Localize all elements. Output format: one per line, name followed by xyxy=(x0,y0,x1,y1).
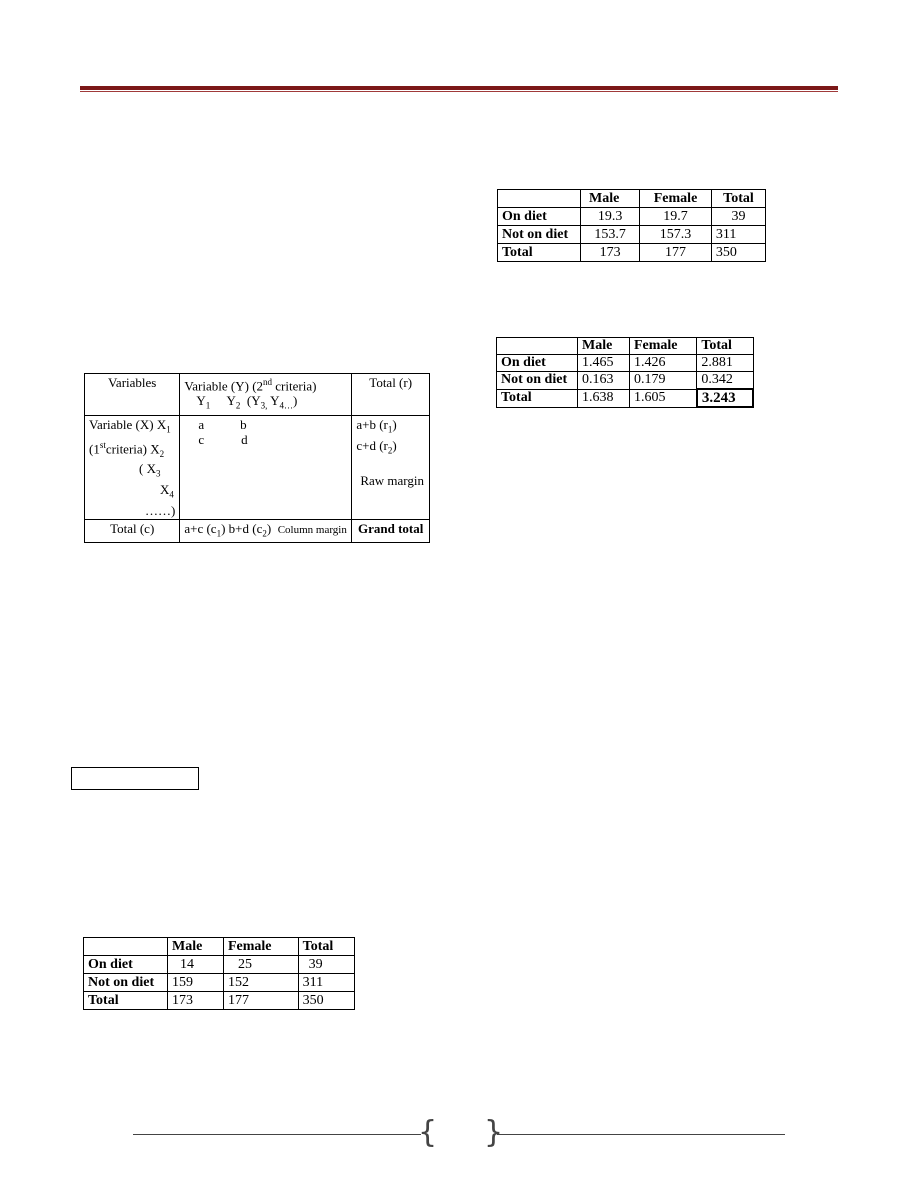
row2-total: c+d (r xyxy=(356,437,388,453)
header-cell xyxy=(352,374,430,416)
chi-square-grand-total: 3.243 xyxy=(697,389,753,407)
subscript: 2 xyxy=(235,400,241,411)
cell-d: d xyxy=(241,431,248,447)
table-header-row xyxy=(498,190,766,208)
header-cell: Male xyxy=(578,338,630,355)
table-cell: 19.3 xyxy=(581,208,640,226)
table-cell: 350 xyxy=(298,992,354,1010)
header-cell: Female xyxy=(640,190,712,208)
table-cell: 311 xyxy=(298,974,354,992)
table-row xyxy=(84,956,355,974)
table-cell: 1.605 xyxy=(629,389,696,407)
subscript: 4 xyxy=(169,489,174,500)
table-header-row xyxy=(84,938,355,956)
table-row xyxy=(85,415,430,519)
criteria-open: (1 xyxy=(89,440,100,456)
y3-label: (Y xyxy=(246,393,261,409)
cell-b: b xyxy=(240,416,247,432)
table-cell: 39 xyxy=(298,956,354,974)
footer-rule-left xyxy=(133,1134,421,1135)
header-cell xyxy=(498,190,581,208)
row1-total: a+b (r xyxy=(356,416,388,432)
observed-values-table xyxy=(83,937,355,1010)
col2-total: ) b+d (c xyxy=(221,520,263,536)
table-row xyxy=(497,389,754,407)
table-cell: 14 xyxy=(168,956,224,974)
column-totals-cell xyxy=(180,519,352,543)
table-cell: 1.638 xyxy=(578,389,630,407)
grand-total-label: Grand total xyxy=(352,519,430,543)
table-row xyxy=(84,992,355,1010)
right-brace-icon: } xyxy=(484,1115,504,1150)
subscript: 3, xyxy=(260,400,268,411)
table-cell: 311 xyxy=(711,226,765,244)
table-cell: 1.465 xyxy=(578,355,630,372)
empty-heading-box xyxy=(71,767,199,790)
column-margin-label: Column margin xyxy=(277,523,347,536)
table-cell: 19.7 xyxy=(640,208,712,226)
subscript: 1 xyxy=(166,424,171,435)
cell-a: a xyxy=(198,416,205,432)
table-row xyxy=(85,519,430,543)
superscript: st xyxy=(99,439,106,450)
expected-values-table xyxy=(497,189,766,262)
superscript: nd xyxy=(263,377,273,387)
footer-rule-right xyxy=(497,1134,785,1135)
table-header-row xyxy=(497,338,754,355)
subscript: 2 xyxy=(159,448,165,459)
subscript: 1 xyxy=(387,424,393,435)
row-label: Not on diet xyxy=(84,974,168,992)
variables-header: Variables xyxy=(107,375,157,390)
variable-y-header-end: criteria) xyxy=(272,378,317,394)
y-levels xyxy=(184,393,298,411)
y1-label: Y xyxy=(196,393,206,409)
row-label: Total xyxy=(498,244,581,262)
header-cell: Male xyxy=(581,190,640,208)
header-cell xyxy=(85,374,180,416)
table-cell: 157.3 xyxy=(640,226,712,244)
header-rule-thin xyxy=(80,91,838,92)
total-r-header: Total (r) xyxy=(369,375,413,390)
header-cell: Total xyxy=(711,190,765,208)
row-label: Total xyxy=(497,389,578,407)
table-cell: 2.881 xyxy=(697,355,753,372)
cells-abcd xyxy=(180,415,352,519)
subscript: 1 xyxy=(205,400,211,411)
table-cell: 159 xyxy=(168,974,224,992)
cell-c: c xyxy=(198,431,205,447)
table-cell: 350 xyxy=(711,244,765,262)
table-cell: 177 xyxy=(640,244,712,262)
subscript: 2 xyxy=(262,528,267,539)
header-cell: Female xyxy=(223,938,298,956)
table-cell: 0.342 xyxy=(697,372,753,390)
variable-y-header: Variable (Y) (2 xyxy=(184,378,264,394)
table-cell: 153.7 xyxy=(581,226,640,244)
y2-label: Y xyxy=(226,393,236,409)
table-row xyxy=(497,355,754,372)
criteria-label: criteria) X xyxy=(105,440,160,456)
row-label: Not on diet xyxy=(498,226,581,244)
total-c-label: Total (c) xyxy=(85,519,180,543)
header-cell: Total xyxy=(697,338,753,355)
row-label: On diet xyxy=(497,355,578,372)
table-cell: 173 xyxy=(581,244,640,262)
table-cell: 25 xyxy=(223,956,298,974)
header-cell: Female xyxy=(629,338,696,355)
table-header-row xyxy=(85,374,430,416)
x4-label: X xyxy=(160,482,170,498)
x3-line xyxy=(89,461,161,480)
table-cell: 177 xyxy=(223,992,298,1010)
row-label: On diet xyxy=(498,208,581,226)
row-label: On diet xyxy=(84,956,168,974)
table-row xyxy=(498,226,766,244)
paren: ) xyxy=(392,416,397,432)
variable-x-label: Variable (X) X xyxy=(89,416,167,432)
chi-square-table xyxy=(496,337,754,408)
header-cell xyxy=(497,338,578,355)
row-label: Not on diet xyxy=(497,372,578,390)
subscript: 4… xyxy=(279,400,293,411)
x-dots: ……) xyxy=(145,502,176,518)
x-levels-cell xyxy=(85,415,180,519)
paren: ) xyxy=(266,520,272,536)
x4-line xyxy=(89,482,174,500)
row-label: Total xyxy=(84,992,168,1010)
table-cell: 39 xyxy=(711,208,765,226)
header-cell xyxy=(180,374,352,416)
table-row xyxy=(497,372,754,390)
header-rule xyxy=(80,86,838,90)
raw-margin-label: Raw margin xyxy=(360,473,425,489)
subscript: 3 xyxy=(155,469,161,480)
paren: ) xyxy=(392,437,397,453)
table-cell: 152 xyxy=(223,974,298,992)
header-cell xyxy=(84,938,168,956)
table-cell: 0.163 xyxy=(578,372,630,390)
table-cell: 0.179 xyxy=(629,372,696,390)
paren: ) xyxy=(293,393,298,409)
col1-total: a+c (c xyxy=(184,520,217,536)
y4-label: Y xyxy=(267,393,280,409)
table-cell: 1.426 xyxy=(629,355,696,372)
subscript: 1 xyxy=(216,528,222,539)
header-cell: Total xyxy=(298,938,354,956)
table-row xyxy=(498,208,766,226)
left-brace-icon: { xyxy=(418,1115,438,1150)
x3-label: ( X xyxy=(139,461,156,477)
table-row xyxy=(84,974,355,992)
row-totals-cell xyxy=(352,415,430,519)
subscript: 2 xyxy=(387,445,393,456)
table-row xyxy=(498,244,766,262)
contingency-layout-table xyxy=(84,373,430,543)
table-cell: 173 xyxy=(168,992,224,1010)
header-cell: Male xyxy=(168,938,224,956)
